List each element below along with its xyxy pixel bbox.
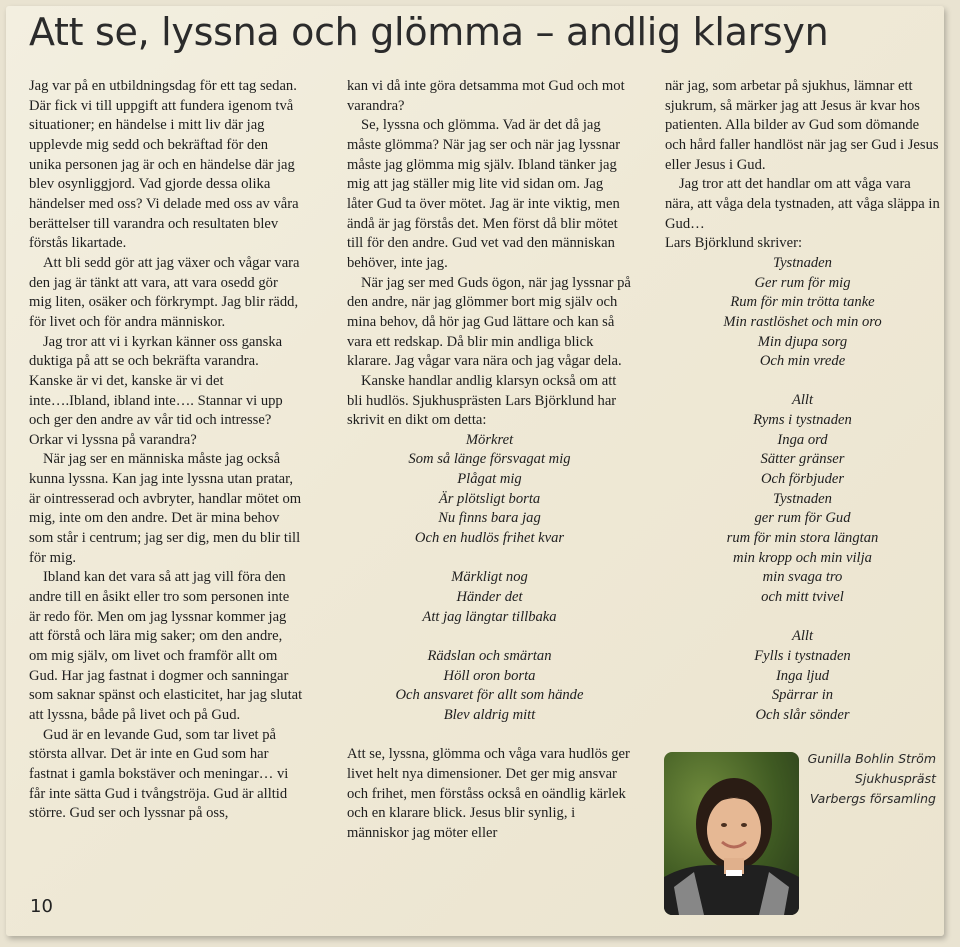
- paragraph: Se, lyssna och glömma. Vad är det då jag måste glömma? När jag ser och när jag lyssnar måste jag glömma mig själv. Ibland tänker jag mig att jag ställer mig lite vid sidan om. Jag låter Gud ta över mötet. Jag är inte viktig, men ändå är jag förstås det. Men först då blir mötet till för den andre. Gud vet vad den människan behöver, inte jag.: [347, 117, 621, 271]
- poem-line: Tystnaden: [773, 254, 832, 271]
- paragraph: kan vi då inte göra detsamma mot Gud och mot varandra?: [347, 78, 625, 114]
- portrait-image: [664, 752, 799, 915]
- paragraph: Jag tror att det handlar om att våga vara nära, att våga dela tystnaden, att våga släppa in Gud…: [665, 176, 940, 232]
- poem-line: Som så länge försvagat mig: [408, 451, 571, 468]
- poem-line: Ger rum för mig: [754, 274, 851, 291]
- poem-line: Allt: [791, 392, 814, 409]
- column-1: [29, 77, 304, 824]
- poem-line: Och slår sönder: [755, 706, 850, 723]
- paragraph: när jag, som arbetar på sjukhus, lämnar ett sjukrum, så märker jag att Jesus är kvar hos patienten. Alla bilder av Gud som dömande och hård faller handlöst när jag ser Gud i Jesus eller Jesus i Gud.: [665, 78, 939, 173]
- poem-line: Min rastlöshet och min oro: [723, 313, 882, 330]
- poem-morkret: [347, 431, 632, 726]
- poem-line: Fylls i tystnaden: [754, 648, 851, 664]
- poem-line: [347, 549, 632, 569]
- poem-line: Händer det: [456, 589, 523, 606]
- author-role: Sjukhuspräst: [854, 771, 936, 786]
- poem-line: Inga ord: [777, 431, 828, 448]
- author-name: Gunilla Bohlin Ström: [807, 751, 936, 766]
- paragraph: Att bli sedd gör att jag växer och vågar vara den jag är tänkt att vara, att vara osedd gör mig liten, osäker och förkrympt. Jag blir rädd, för livet och för andra människor.: [29, 254, 300, 330]
- poem-line: min kropp och min vilja: [733, 549, 872, 566]
- poem-tystnaden: [665, 254, 940, 726]
- poem-line: Märkligt nog: [451, 569, 528, 586]
- poem-line: Allt: [791, 628, 814, 645]
- paragraph: Jag tror att vi i kyrkan känner oss ganska duktiga på att se och bekräfta varandra. Kanske är vi det, kanske är vi det inte….Ibland, ibland inte…. Stannar vi upp och ger den andre av vår tid och intresse? Orkar vi lyssna på varandra?: [29, 333, 283, 448]
- paragraph: Gud är en levande Gud, som tar livet på största allvar. Det är inte en Gud som har fastnat i gamla bokstäver och meningar… vi får inte sätta Gud i tvångströja. Gud är alltid större. Gud ser och lyssnar på oss,: [29, 726, 289, 822]
- poem-line: rum för min stora längtan: [726, 530, 879, 547]
- poem-line: Plågat mig: [457, 471, 522, 488]
- poem-line: Att jag längtar tillbaka: [422, 608, 557, 625]
- poem-line: Rum för min trötta tanke: [730, 294, 875, 311]
- poem-line: Inga ljud: [775, 667, 830, 684]
- poem-line: Min djupa sorg: [757, 333, 848, 350]
- poem-line: [347, 627, 632, 647]
- article-title: Att se, lyssna och glömma – andlig klarsyn: [29, 10, 829, 54]
- column-2: [347, 77, 632, 844]
- author-byline: [790, 749, 936, 809]
- paragraph: När jag ser med Guds ögon, när jag lyssnar på den andre, när jag glömmer bort mig själv och mina behov, då hör jag Gud lättare och kan så vara ett redskap. Då blir min andliga blick klarare. Jag vågar vara nära och jag vågar dela.: [347, 274, 631, 370]
- paragraph: Ibland kan det vara så att jag vill föra den andre till en åsikt eller tro som personen inte är redo för. Men om jag lyssnar kommer jag att förstå och lära mig saker; om den andre, om mig själv, om livet och framför allt om Gud. Har jag fastnat i dogmer och sanningar som saknar spänst och elasticitet, har jag slutat att lyssna, både på livet och på Gud.: [29, 569, 303, 723]
- poem-line: min svaga tro: [762, 569, 843, 586]
- poem-line: Och min vrede: [759, 353, 846, 370]
- poem-line: [665, 608, 940, 628]
- poem-line: Rädslan och smärtan: [427, 648, 552, 664]
- poem-line: Ryms i tystnaden: [753, 412, 852, 429]
- author-parish: Varbergs församling: [809, 791, 936, 806]
- poem-line: ger rum för Gud: [754, 510, 851, 527]
- poem-line: Sätter gränser: [760, 451, 845, 468]
- page-number: 10: [30, 896, 53, 917]
- poem-line: Blev aldrig mitt: [443, 706, 536, 723]
- paragraph: Att se, lyssna, glömma och våga vara hudlös ger livet helt nya dimensioner. Det ger mig ansvar och frihet, men förståss också en oändlig kärlek och en klarare blick. Jesus blir synlig, i människor jag möter eller: [347, 746, 630, 841]
- poem-line: Spärrar in: [771, 687, 834, 704]
- paragraph: Kanske handlar andlig klarsyn också om att bli hudlös. Sjukhusprästen Lars Björklund har skrivit en dikt om detta:: [347, 372, 617, 429]
- poem-line: Mörkret: [465, 431, 514, 448]
- poem-line: Nu finns bara jag: [438, 510, 541, 527]
- poem-line: och mitt tvivel: [761, 589, 844, 606]
- paragraph: När jag ser en människa måste jag också kunna lyssna. Kan jag inte lyssna utan pratar, är ointresserad och avbryter, handlar mötet om mig, inte om den andre. Det är mina behov som står i centrum; jag ser dig, men du blir till för mig.: [29, 451, 302, 566]
- poem-line: Är plötsligt borta: [438, 490, 541, 507]
- poem-line: Höll oron borta: [443, 667, 536, 684]
- paragraph: Lars Björklund skriver:: [665, 235, 802, 252]
- poem-line: Och förbjuder: [760, 471, 845, 488]
- poem-line: Och en hudlös frihet kvar: [414, 530, 565, 547]
- author-photo: [664, 752, 799, 915]
- poem-line: Och ansvaret för allt som hände: [395, 687, 584, 704]
- column-3: [665, 77, 940, 726]
- poem-line: Tystnaden: [773, 490, 832, 507]
- poem-line: [665, 372, 940, 392]
- paragraph: Jag var på en utbildningsdag för ett tag sedan. Där fick vi till uppgift att fundera igenom två situationer; en händelse i mitt liv där jag upplevde mig sedd och bekräftad för den unika personen jag är och en händelse där jag blev osynliggjord. Vad gjorde dessa olika händelser med oss? Vi delade med oss av våra berättelser till varandra och resultaten blev förstås likartade.: [29, 78, 299, 252]
